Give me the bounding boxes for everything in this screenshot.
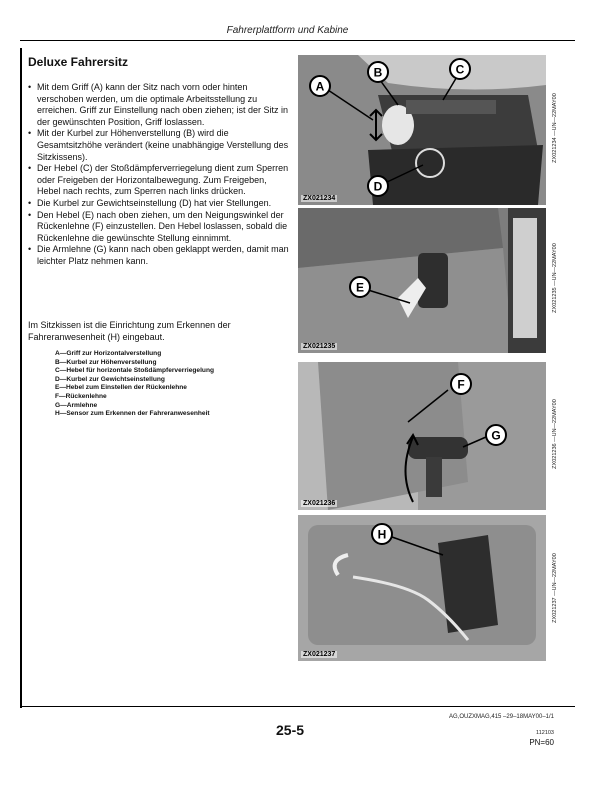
legend-item: A—Griff zur Horizontalverstellung (55, 350, 162, 357)
photo-code: ZX021234 (303, 195, 336, 202)
callout-b (368, 62, 388, 82)
list-item: • Die Armlehne (G) kann nach oben geklappt werden, damit man leichter Platz nehmen kann. (28, 244, 290, 267)
svg-text:E: E (355, 280, 365, 295)
callout-g (486, 425, 506, 445)
presence-sensor-note: Im Sitzkissen ist die Einrichtung zum Erkennen der Fahreranwesenheit (H) eingebaut. (28, 320, 231, 342)
instruction-list (28, 82, 290, 268)
seat-controls-photo (298, 55, 546, 205)
svg-text:C: C (455, 62, 465, 77)
photo-side-id: ZX021237 —UN—22MAY00 (552, 553, 558, 623)
bottom-rule (20, 706, 575, 707)
left-rule (20, 48, 22, 708)
footer-code: 112103 (536, 730, 554, 736)
legend-item: E—Hebel zum Einstellen der Rückenlehne (55, 384, 187, 392)
list-item: • Die Kurbel zur Gewichtseinstellung (D) hat vier Stellungen. (28, 198, 290, 210)
footer-pn: PN=60 (529, 738, 554, 747)
svg-text:H: H (377, 527, 387, 542)
backrest-armrest-photo (298, 362, 546, 510)
footer-reference: AG,OUZXMAG,415 –29–18MAY00–1/1 (449, 714, 554, 720)
legend-item: C—Hebel für horizontale Stoßdämpferverriegelung (55, 367, 215, 375)
backrest-lever-illustration (298, 208, 546, 353)
list-item: • Den Hebel (E) nach oben ziehen, um den Neigungswinkel der Rückenlehne (F) einzustellen. Den Hebel loslassen, sobald die Rückenlehne die gewünschte Stellung einnimmt. (28, 210, 290, 245)
svg-text:D: D (373, 179, 383, 194)
backrest-lever-photo (298, 208, 546, 353)
page-number: 25-5 (276, 722, 305, 738)
svg-text:F: F (457, 377, 465, 392)
photo-code: ZX021235 (303, 343, 336, 350)
callout-e (350, 277, 370, 297)
photo-code: ZX021236 (303, 500, 336, 507)
presence-sensor-illustration (298, 515, 546, 661)
legend-item: D—Kurbel zur Gewichtseinstellung (55, 375, 165, 383)
callout-d (368, 176, 388, 196)
legend-item: F—Rückenlehne (55, 392, 107, 400)
backrest-armrest-illustration (298, 362, 546, 510)
header-rule (20, 40, 575, 41)
legend-item: G—Armlehne (55, 401, 98, 409)
page-header-title: Fahrerplattform und Kabine (226, 25, 349, 36)
callout-h (372, 524, 392, 544)
photo-side-id: ZX021236 —UN—22MAY00 (552, 399, 558, 469)
svg-text:B: B (373, 65, 383, 80)
callout-c (450, 59, 470, 79)
svg-text:A: A (315, 79, 325, 94)
presence-sensor-photo (298, 515, 546, 661)
photo-side-id: ZX021234 —UN—22MAY00 (552, 93, 558, 163)
list-item: • Mit dem Griff (A) kann der Sitz nach vorn oder hinten verschoben werden, um die optimale Arbeitsstellung zu erreichen. Griff zur Einstellung nach oben ziehen; ist der Sitz in der gewünschten Position, Griff loslassen. (28, 82, 290, 128)
callout-a (310, 76, 330, 96)
list-item: • Mit der Kurbel zur Höhenverstellung (B) wird die Gesamtsitzhöhe verändert (keine unabhängige Verstellung des Sitzkissens). (28, 128, 290, 163)
photo-side-id: ZX021235 —UN—22MAY00 (552, 243, 558, 313)
seat-controls-illustration (298, 55, 546, 205)
list-item: • Der Hebel (C) der Stoßdämpferverriegelung dient zum Sperren oder Freigeben der Horizontalbewegung. Zum Freigeben, Hebel nach rechts, zum Sperren nach links drücken. (28, 163, 290, 198)
legend-item: H—Sensor zum Erkennen der Fahreranwesenheit (55, 410, 210, 418)
photo-code: ZX021237 (303, 651, 336, 658)
legend-item: B—Kurbel zur Höhenverstellung (55, 358, 157, 366)
section-title: Deluxe Fahrersitz (28, 55, 129, 69)
svg-text:G: G (491, 428, 501, 443)
figure-legend (55, 350, 214, 419)
callout-f (451, 374, 471, 394)
